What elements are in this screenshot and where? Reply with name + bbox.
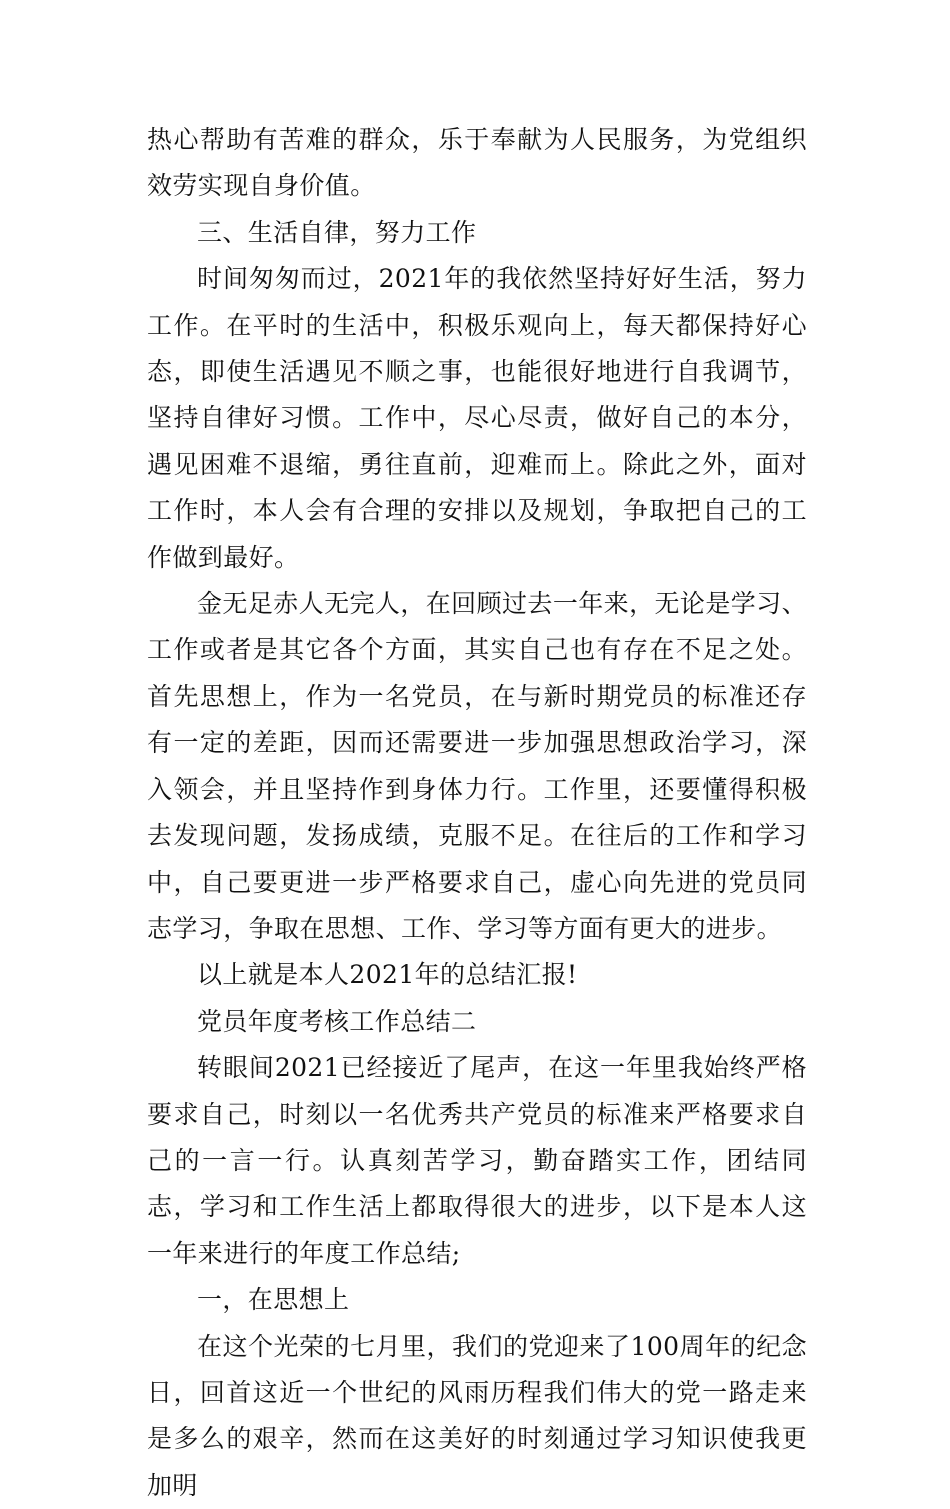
section-heading-thought: 一，在思想上 [197,1285,350,1315]
section-heading-life: 三、生活自律，努力工作 [197,217,477,247]
paragraph-life-work: 时间匆匆而过，2021年的我依然坚持好好生活，努力工作。在平时的生活中，积极乐观向上，每天都保持好心态，即使生活遇见不顺之事，也能很好地进行自我调节，坚持自律好习惯。工作中，尽心尽责，做好自己的本分，遇见困难不退缩，勇往直前，迎难而上。除此之外，面对工作时，本人会有合理的安排以及规划，争取把自己的工作做到最好。 [147,264,807,572]
paragraph-shortcomings: 金无足赤人无完人，在回顾过去一年来，无论是学习、工作或者是其它各个方面，其实自己也有存在不足之处。首先思想上，作为一名党员，在与新时期党员的标准还存有一定的差距，因而还需要进一步加强思想政治学习，深入领会，并且坚持作到身体力行。工作里，还要懂得积极去发现问题，发扬成绩，克服不足。在往后的工作和学习中，自己要更进一步严格要求自己，虚心向先进的党员同志学习，争取在思想、工作、学习等方面有更大的进步。 [147,589,807,943]
section-title-summary-two: 党员年度考核工作总结二 [197,1006,477,1036]
paragraph-intro-two: 转眼间2021已经接近了尾声，在这一年里我始终严格要求自己，时刻以一名优秀共产党员的标准来严格要求自己的一言一行。认真刻苦学习，勤奋踏实工作，团结同志，学习和工作生活上都取得很大的进步，以下是本人这一年来进行的年度工作总结; [147,1053,807,1268]
paragraph-thought: 在这个光荣的七月里，我们的党迎来了100周年的纪念日，回首这近一个世纪的风雨历程我们伟大的党一路走来是多么的艰辛，然而在这美好的时刻通过学习知识使我更加明 [147,1331,807,1500]
paragraph-closing: 以上就是本人2021年的总结汇报! [197,960,578,990]
paragraph-continuation: 热心帮助有苦难的群众，乐于奉献为人民服务，为党组织效劳实现自身价值。 [147,125,807,201]
document-body [147,117,807,1509]
